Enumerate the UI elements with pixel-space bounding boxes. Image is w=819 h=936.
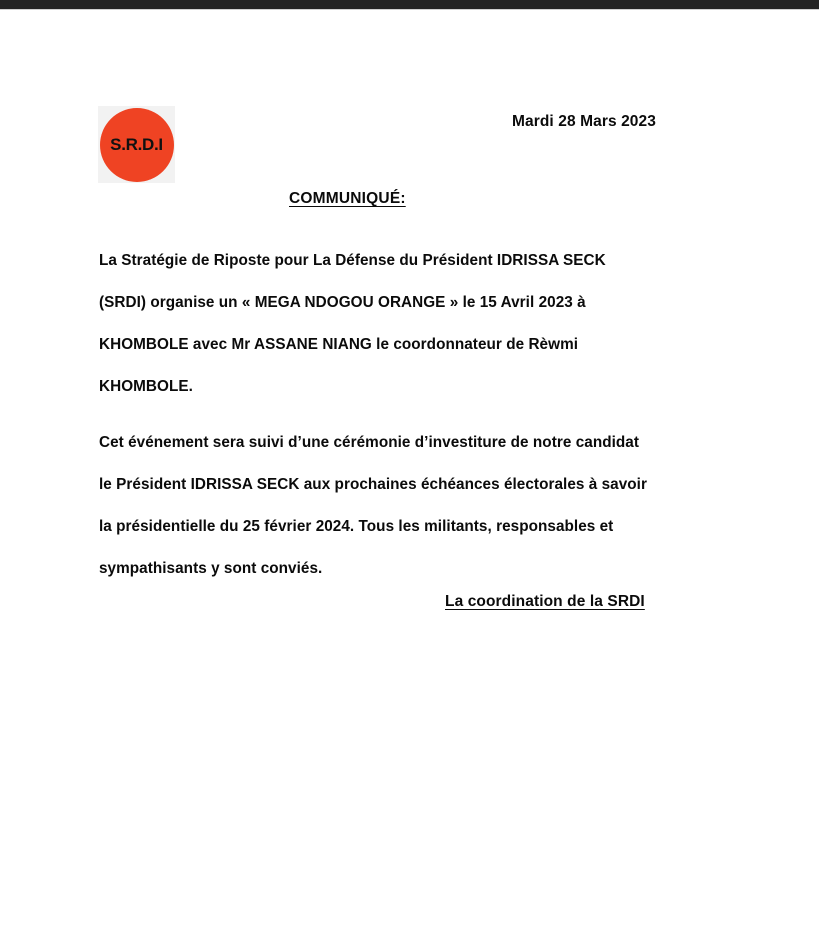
paragraph-line: La Stratégie de Riposte pour La Défense du Président IDRISSA SECK [99,252,606,269]
signature-line: La coordination de la SRDI [445,593,645,610]
srdi-logo [98,106,175,183]
page-title: COMMUNIQUÉ: [289,190,406,207]
paragraph-2 [99,422,759,590]
paragraph-line: sympathisants y sont conviés. [99,560,323,577]
paragraph-line: Cet événement sera suivi d’une cérémonie d’investiture de notre candidat [99,434,640,451]
document-date: Mardi 28 Mars 2023 [512,113,656,130]
paragraph-line: (SRDI) organise un « MEGA NDOGOU ORANGE » le 15 Avril 2023 à [99,294,586,311]
logo-text: S.R.D.I [110,135,163,154]
window-chrome-bar [0,0,819,9]
paragraph-line: le Président IDRISSA SECK aux prochaines échéances électorales à savoir [99,476,647,493]
paragraph-line: KHOMBOLE. [99,378,193,395]
paragraph-line: KHOMBOLE avec Mr ASSANE NIANG le coordonnateur de Rèwmi [99,336,579,353]
document-page [0,10,819,936]
paragraph-1 [99,240,759,408]
logo-circle-icon [100,108,174,182]
paragraph-line: la présidentielle du 25 février 2024. Tous les militants, responsables et [99,518,614,535]
